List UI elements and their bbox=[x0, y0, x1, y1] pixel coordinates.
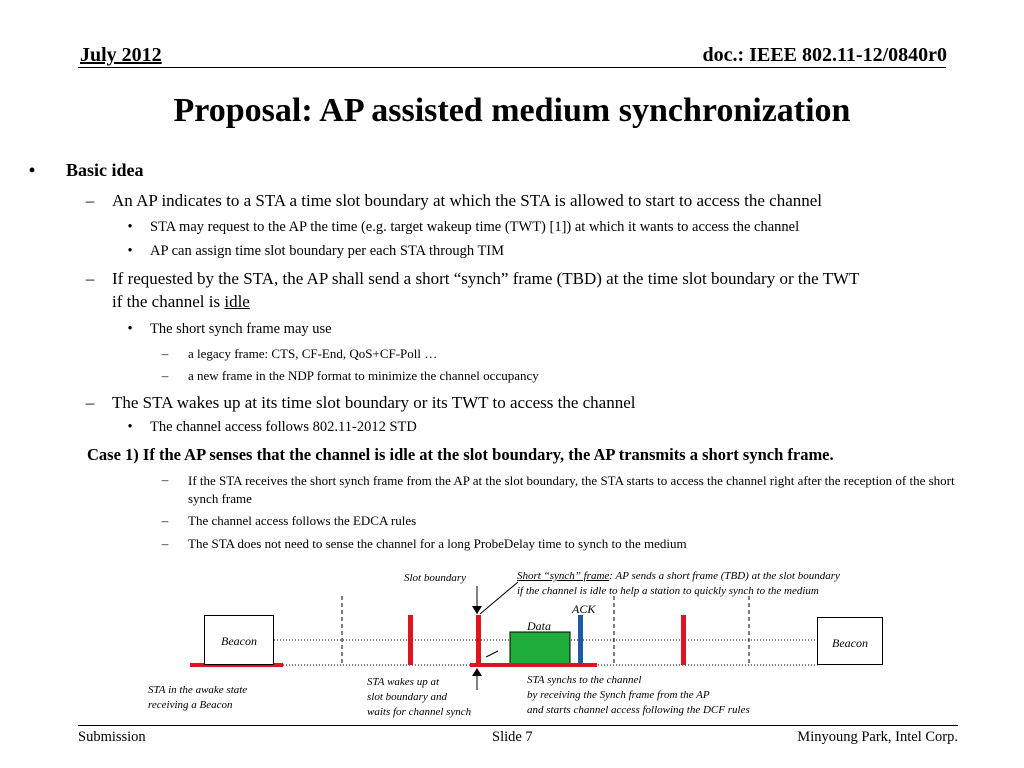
case1-b-text: The channel access follows the EDCA rules bbox=[188, 513, 417, 528]
bullet-marker: • bbox=[127, 243, 133, 259]
awake-state-line1: STA in the awake state bbox=[148, 684, 248, 696]
short-synch-line2: if the channel is idle to help a station to quickly synch to the medium bbox=[517, 585, 819, 597]
case1-heading: Case 1) If the AP senses that the channel is idle at the slot boundary, the AP transmits a short synch frame. bbox=[87, 445, 834, 464]
item2-sub1-text: The short synch frame may use bbox=[150, 321, 332, 337]
ack-frame bbox=[578, 615, 583, 665]
case1-c-text: The STA does not need to sense the channel for a long ProbeDelay time to synch to the medium bbox=[188, 536, 687, 551]
dash-marker: – bbox=[161, 536, 169, 551]
footer-submission: Submission bbox=[78, 729, 146, 745]
data-frame bbox=[510, 632, 570, 665]
data-label: Data bbox=[527, 619, 551, 633]
item3-text: The STA wakes up at its time slot boundary or its TWT to access the channel bbox=[112, 393, 636, 412]
wakes-up-line3: waits for channel synch bbox=[367, 706, 472, 718]
synch-callout-line bbox=[480, 582, 518, 614]
wakes-up-line2: slot boundary and bbox=[367, 691, 448, 703]
short-synch-title: Short “synch” frame bbox=[517, 570, 610, 582]
awake-state-line2: receiving a Beacon bbox=[148, 699, 233, 711]
bullet-marker: • bbox=[127, 321, 133, 337]
slot-boundary-label: Slot boundary bbox=[404, 572, 467, 584]
short-synch-frame-label bbox=[517, 570, 840, 582]
awake-bar bbox=[470, 663, 597, 667]
dash-marker: – bbox=[85, 191, 95, 210]
item2-line2-prefix: if the channel is bbox=[112, 292, 225, 311]
ack-label: ACK bbox=[572, 602, 596, 616]
wake-up-arrowhead bbox=[472, 668, 482, 676]
item2-sub1b-text: a new frame in the NDP format to minimize the channel occupancy bbox=[188, 368, 539, 383]
wakes-up-line1: STA wakes up at bbox=[367, 676, 440, 688]
header-doc-number: doc.: IEEE 802.11-12/0840r0 bbox=[702, 44, 947, 66]
item3-sub1-text: The channel access follows 802.11-2012 STD bbox=[150, 419, 417, 435]
slot-boundary-arrowhead bbox=[472, 606, 482, 614]
dash-marker: – bbox=[161, 472, 169, 487]
beacon-right-label: Beacon bbox=[832, 636, 868, 650]
short-synch-description: : AP sends a short frame (TBD) at the slot boundary bbox=[609, 570, 840, 582]
dash-marker: – bbox=[85, 269, 95, 288]
synchs-line3: and starts channel access following the DCF rules bbox=[527, 704, 750, 716]
item1-text: An AP indicates to a STA a time slot boundary at which the STA is allowed to start to access the channel bbox=[112, 191, 823, 210]
item2-sub1a-text: a legacy frame: CTS, CF-End, QoS+CF-Poll … bbox=[188, 346, 438, 361]
footer-slide-number: Slide 7 bbox=[492, 729, 533, 745]
item1-sub1-text: STA may request to the AP the time (e.g. target wakeup time (TWT) [1]) at which it wants to access the channel bbox=[150, 219, 800, 235]
slide-title: Proposal: AP assisted medium synchronization bbox=[173, 92, 851, 129]
synch-pulse bbox=[681, 615, 686, 665]
header-date: July 2012 bbox=[80, 44, 162, 66]
dash-marker: – bbox=[161, 513, 169, 528]
synch-pulse bbox=[408, 615, 413, 665]
item2-line1-text: If requested by the STA, the AP shall send a short “synch” frame (TBD) at the time slot boundary or the TWT bbox=[112, 269, 860, 288]
basic-idea-heading: Basic idea bbox=[66, 160, 144, 180]
backoff-mark bbox=[486, 651, 498, 657]
beacon-frame-right bbox=[817, 617, 883, 665]
beacon-left-label: Beacon bbox=[221, 634, 257, 648]
synchs-line2: by receiving the Synch frame from the AP bbox=[527, 689, 710, 701]
synchs-line1: STA synchs to the channel bbox=[527, 674, 642, 686]
item1-sub2-text: AP can assign time slot boundary per each STA through TIM bbox=[150, 243, 505, 259]
beacon-frame-left bbox=[204, 615, 274, 665]
footer-author: Minyoung Park, Intel Corp. bbox=[797, 729, 958, 745]
footer-rule bbox=[78, 725, 958, 726]
dash-marker: – bbox=[85, 393, 95, 412]
dash-marker: – bbox=[161, 368, 169, 383]
bullet-marker: • bbox=[127, 219, 133, 235]
bullet-marker: • bbox=[127, 419, 133, 435]
case1-a-text: If the STA receives the short synch frame from the AP at the slot boundary, the STA starts to access the channel right after the reception of the short synch frame bbox=[188, 473, 955, 506]
bullet-marker: • bbox=[28, 160, 36, 180]
synch-pulse bbox=[476, 615, 481, 665]
dash-marker: – bbox=[161, 346, 169, 361]
idle-underlined-word: idle bbox=[224, 292, 250, 311]
